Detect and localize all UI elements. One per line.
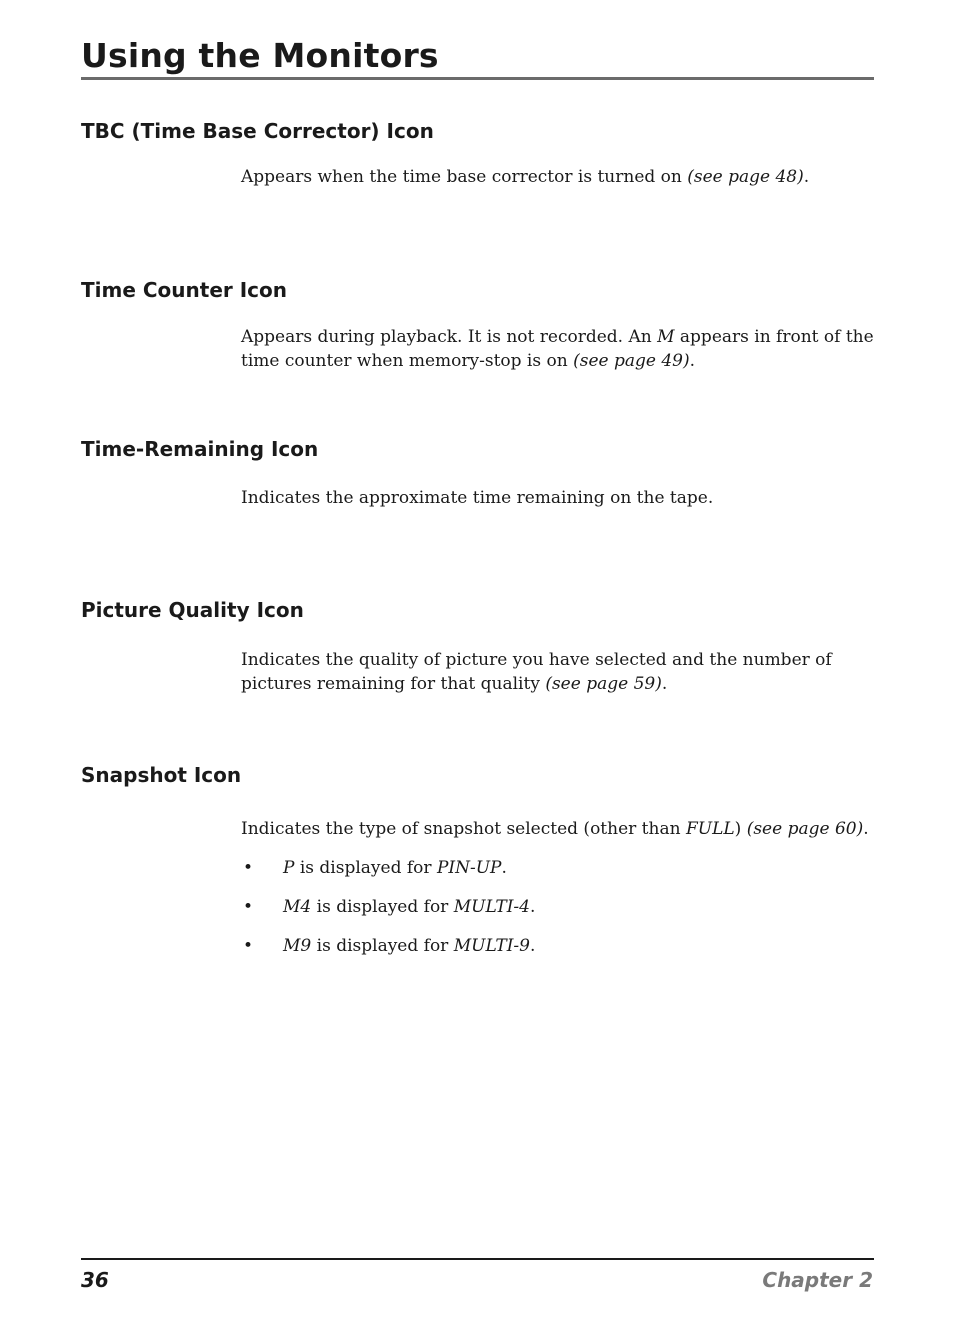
section-text-picture-quality xyxy=(241,648,876,696)
text: Indicates the quality of picture you have selected and the number of pictures remaining for that quality xyxy=(241,650,832,694)
bullet-point: • xyxy=(243,936,254,956)
mode: MULTI-9 xyxy=(453,936,530,956)
footer-rule xyxy=(81,1258,874,1260)
punct: . xyxy=(803,167,810,187)
section-text-snapshot xyxy=(241,817,876,841)
page-number: 36 xyxy=(81,1268,109,1292)
text: ) xyxy=(734,819,747,839)
code: M4 xyxy=(283,897,312,917)
punct: . xyxy=(689,351,696,371)
emphasis: M xyxy=(657,327,675,347)
text: Indicates the type of snapshot selected (other than xyxy=(241,819,686,839)
section-text-time-remaining xyxy=(241,486,876,510)
text: appears in front of the time counter when memory-stop is on xyxy=(241,327,874,371)
text: Indicates the approximate time remaining on the tape. xyxy=(241,488,714,508)
title-rule xyxy=(81,77,874,80)
section-text-time-counter xyxy=(241,325,876,373)
emphasis: FULL xyxy=(685,819,735,839)
punct: . xyxy=(501,858,507,878)
mode: PIN-UP xyxy=(436,858,502,878)
text: is displayed for xyxy=(311,936,454,956)
chapter-label: Chapter 2 xyxy=(762,1268,873,1292)
section-heading-time-remaining: Time-Remaining Icon xyxy=(81,437,319,461)
text: Appears when the time base corrector is turned on xyxy=(241,167,688,187)
section-heading-time-counter: Time Counter Icon xyxy=(81,278,287,302)
section-heading-picture-quality: Picture Quality Icon xyxy=(81,598,304,622)
punct: . xyxy=(529,936,536,956)
punct: . xyxy=(529,897,536,917)
page-ref: (see page 48) xyxy=(687,167,804,187)
page-ref: (see page 49) xyxy=(573,351,690,371)
section-text-tbc xyxy=(241,165,876,189)
text: is displayed for xyxy=(294,858,437,878)
bullet-point: • xyxy=(243,897,254,917)
punct: . xyxy=(863,819,869,839)
bullet-point: • xyxy=(243,858,254,878)
punct: . xyxy=(661,674,668,694)
section-heading-tbc: TBC (Time Base Corrector) Icon xyxy=(81,119,434,143)
mode: MULTI-4 xyxy=(453,897,530,917)
text: Appears during playback. It is not recorded. An xyxy=(241,327,658,347)
page-ref: (see page 59) xyxy=(545,674,662,694)
code: M9 xyxy=(283,936,312,956)
text: is displayed for xyxy=(311,897,454,917)
section-heading-snapshot: Snapshot Icon xyxy=(81,763,242,787)
page-title: Using the Monitors xyxy=(81,36,439,75)
code: P xyxy=(283,858,295,878)
page-ref: (see page 60) xyxy=(746,819,864,839)
